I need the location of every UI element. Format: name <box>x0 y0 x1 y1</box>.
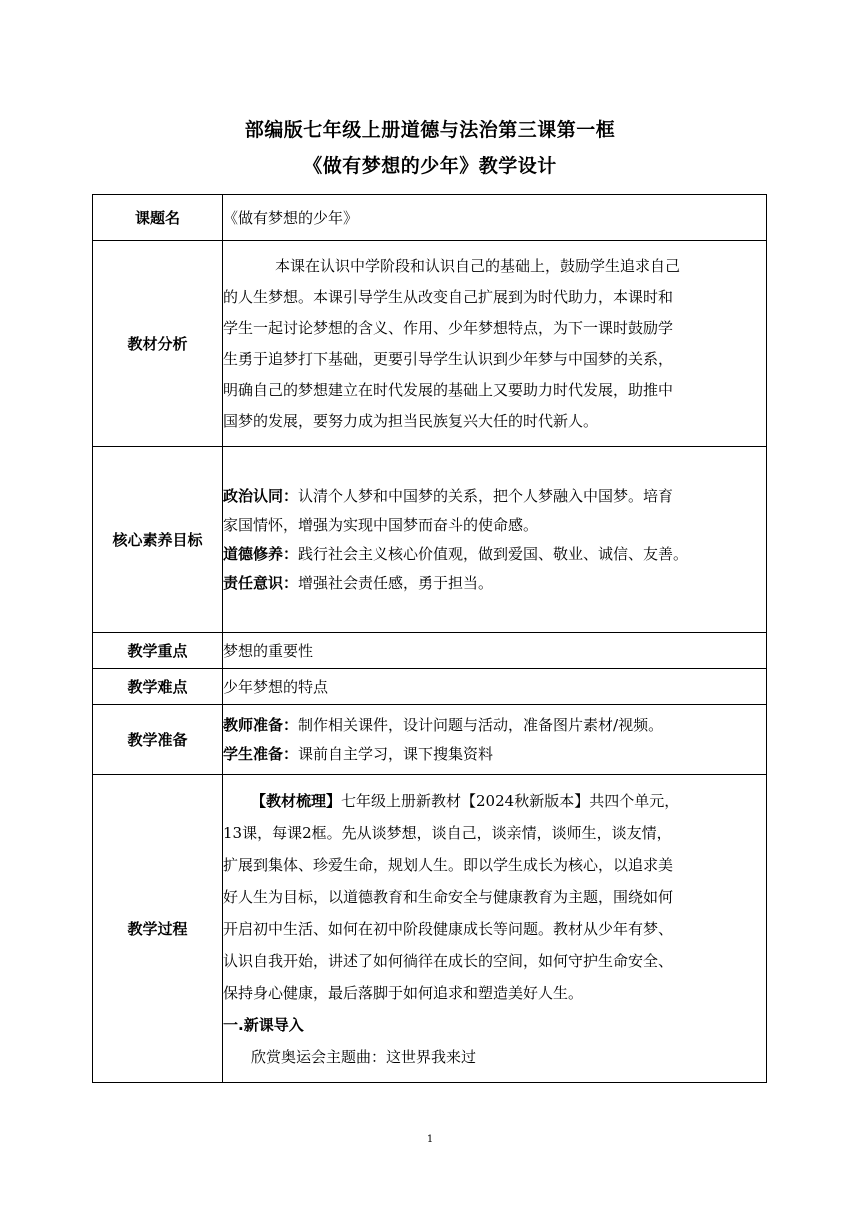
process-line: 扩展到集体、珍爱生命，规划人生。即以学生成长为核心，以追求美 <box>223 855 674 874</box>
goal-political-heading: 政治认同： <box>223 486 299 505</box>
process-line: 13课，每课2框。先从谈梦想，谈自己，谈亲情，谈师生，谈友情， <box>223 823 672 842</box>
row-core-goals <box>93 447 767 633</box>
analysis-line: 的人生梦想。本课引导学生从改变自己扩展到为时代助力，本课时和 <box>223 287 674 306</box>
preparation-student <box>223 740 766 769</box>
label-topic: 课题名 <box>93 195 223 241</box>
row-textbook-analysis <box>93 241 767 447</box>
value-core-goals <box>223 447 767 633</box>
preparation-student-text: 课前自主学习，课下搜集资料 <box>298 744 494 763</box>
goal-moral <box>223 540 766 569</box>
value-difficult-point <box>223 669 767 705</box>
label-textbook-analysis: 教材分析 <box>93 241 223 447</box>
process-line: 好人生为目标，以道德教育和生命安全与健康教育为主题，围绕如何 <box>223 887 674 906</box>
label-key-point: 教学重点 <box>93 633 223 669</box>
document-title-line1: 部编版七年级上册道德与法治第三课第一框 <box>244 119 616 141</box>
goal-responsibility-text: 增强社会责任感，勇于担当。 <box>298 573 494 592</box>
goal-moral-text: 践行社会主义核心价值观，做到爱国、敬业、诚信、友善。 <box>298 544 689 563</box>
goal-moral-heading: 道德修养： <box>223 544 299 563</box>
analysis-line: 学生一起讨论梦想的含义、作用、少年梦想特点，为下一课时鼓励学 <box>223 318 674 337</box>
goal-political-text-line2: 家国情怀，增强为实现中国梦而奋斗的使命感。 <box>223 515 539 534</box>
process-line1-text: 七年级上册新教材【2024秋新版本】共四个单元， <box>341 791 680 810</box>
lesson-plan-table <box>92 194 767 1083</box>
section-new-lesson-intro-text: 欣赏奥运会主题曲：这世界我来过 <box>251 1047 477 1066</box>
label-core-goals: 核心素养目标 <box>93 447 223 633</box>
value-preparation <box>223 705 767 775</box>
row-difficult-point <box>93 669 767 705</box>
goal-political-text: 认清个人梦和中国梦的关系，把个人梦融入中国梦。培育 <box>298 486 674 505</box>
label-process: 教学过程 <box>93 775 223 1083</box>
preparation-teacher <box>223 711 766 740</box>
process-line: 保持身心健康，最后落脚于如何追求和塑造美好人生。 <box>223 983 584 1002</box>
preparation-student-heading: 学生准备： <box>223 744 299 763</box>
row-key-point <box>93 633 767 669</box>
value-process <box>223 775 767 1083</box>
label-preparation: 教学准备 <box>93 705 223 775</box>
preparation-teacher-text: 制作相关课件，设计问题与活动，准备图片素材/视频。 <box>298 715 664 734</box>
row-topic <box>93 195 767 241</box>
analysis-line: 国梦的发展，要努力成为担当民族复兴大任的时代新人。 <box>223 411 599 430</box>
goal-responsibility-heading: 责任意识： <box>223 573 299 592</box>
row-process <box>93 775 767 1083</box>
topic-text: 《做有梦想的少年》 <box>223 209 359 227</box>
value-key-point <box>223 633 767 669</box>
process-line: 开启初中生活、如何在初中阶段健康成长等问题。教材从少年有梦、 <box>223 919 674 938</box>
key-point-text: 梦想的重要性 <box>223 642 314 660</box>
label-difficult-point: 教学难点 <box>93 669 223 705</box>
section-new-lesson-intro: 一.新课导入 <box>223 1015 304 1034</box>
goal-responsibility <box>223 569 766 598</box>
document-title-line2: 《做有梦想的少年》教学设计 <box>303 155 557 177</box>
page-number: 1 <box>426 1134 434 1145</box>
process-line: 认识自我开始，讲述了如何徜徉在成长的空间，如何守护生命安全、 <box>223 951 674 970</box>
analysis-line: 明确自己的梦想建立在时代发展的基础上又要助力时代发展，助推中 <box>223 380 674 399</box>
difficult-point-text: 少年梦想的特点 <box>223 678 329 696</box>
row-preparation <box>93 705 767 775</box>
analysis-line: 本课在认识中学阶段和认识自己的基础上，鼓励学生追求自己 <box>275 256 681 275</box>
analysis-line: 生勇于追梦打下基础，更要引导学生认识到少年梦与中国梦的关系， <box>223 349 674 368</box>
preparation-teacher-heading: 教师准备： <box>223 715 299 734</box>
value-topic <box>223 195 767 241</box>
process-line <box>223 785 766 817</box>
goal-political <box>223 482 766 511</box>
value-textbook-analysis <box>223 241 767 447</box>
process-heading: 【教材梳理】 <box>251 791 342 810</box>
